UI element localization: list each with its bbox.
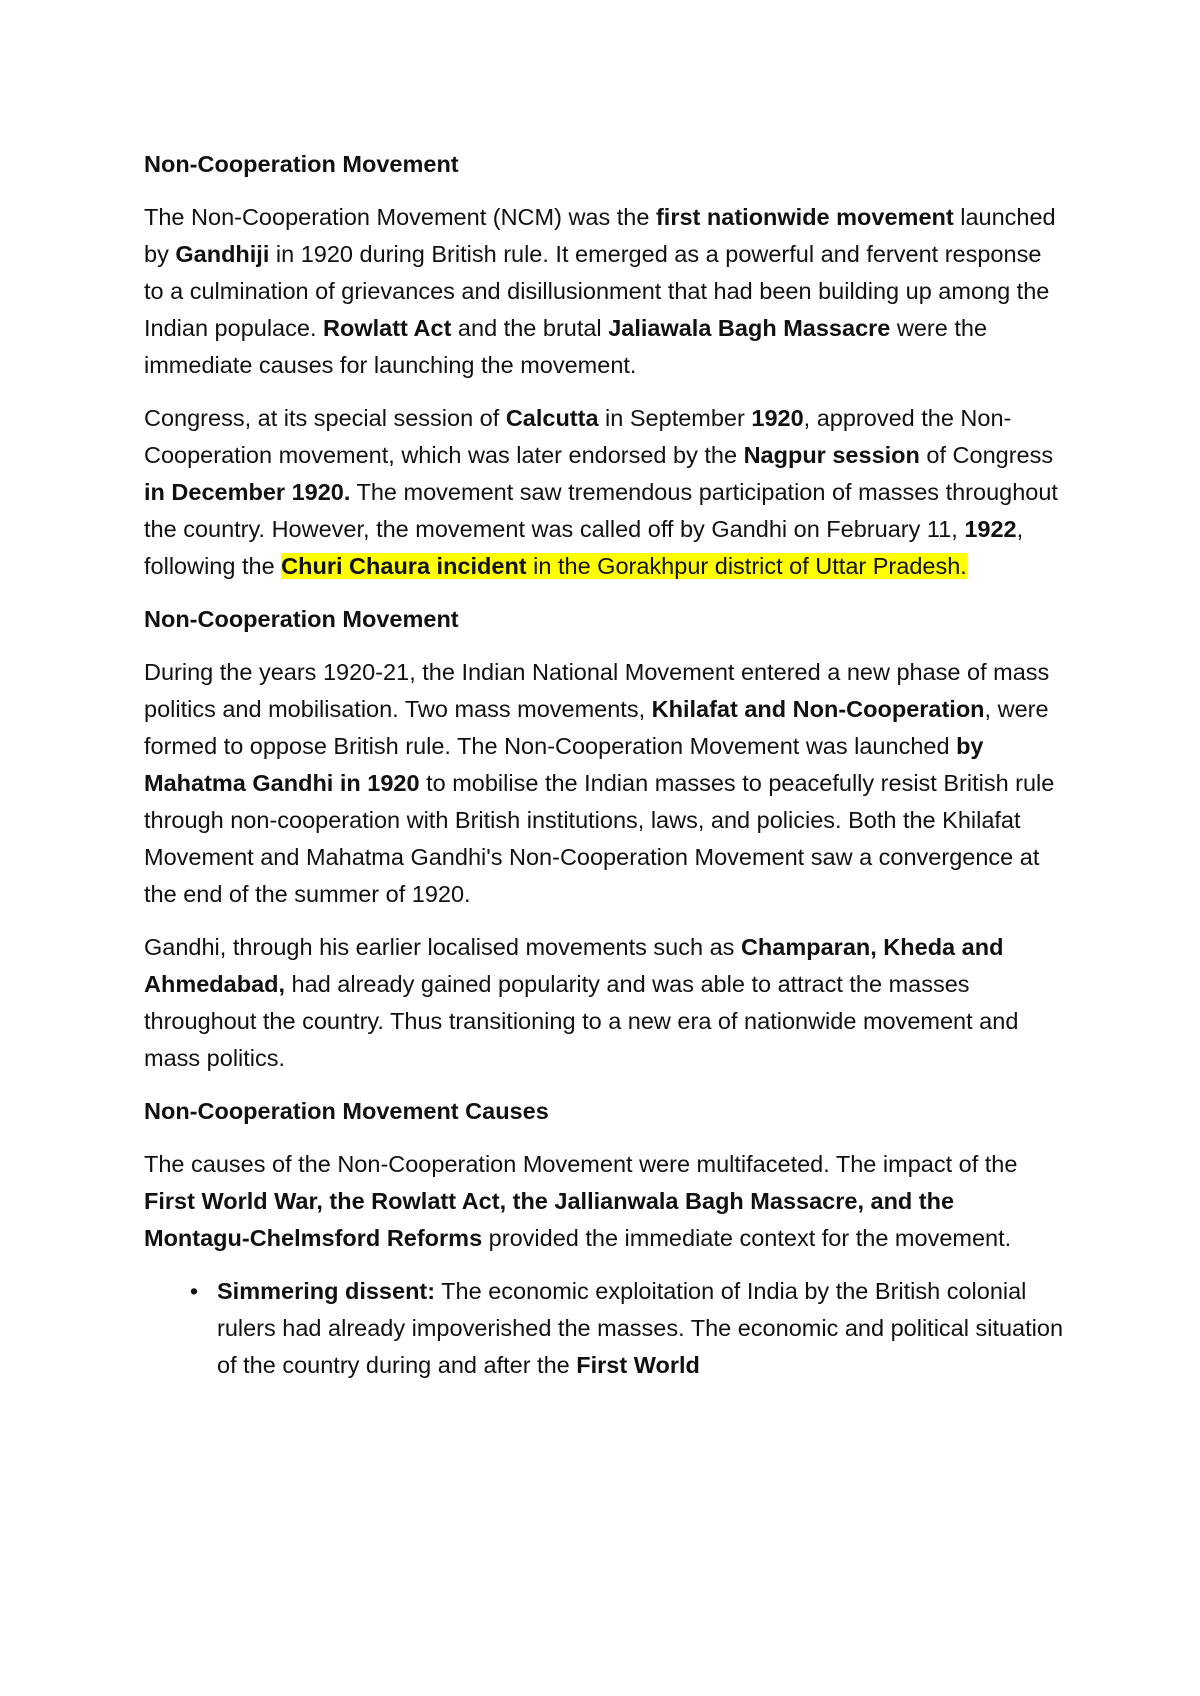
bold-text: Simmering dissent: xyxy=(217,1278,436,1304)
paragraph xyxy=(144,929,1064,1077)
list-item xyxy=(144,1273,1064,1384)
bold-text: Gandhiji xyxy=(175,241,270,267)
bold-text: in December 1920. xyxy=(144,479,351,505)
text-run: , were formed to oppose British rule. The Non-Cooperation Movement was launched xyxy=(144,696,1049,759)
paragraph xyxy=(144,654,1064,913)
bold-text: First World xyxy=(576,1352,700,1378)
bold-text: Champaran, Kheda and Ahmedabad, xyxy=(144,934,1004,997)
paragraph xyxy=(144,400,1064,585)
bold-text: First World War, the Rowlatt Act, the Jallianwala Bagh Massacre, and the Montagu-Chelmsford Reforms xyxy=(144,1188,955,1251)
text-run: The economic exploitation of India by the British colonial rulers had already impoverished the masses. The economic and political situation of the country during and after the xyxy=(217,1278,1064,1378)
text-run: in September xyxy=(598,405,752,431)
text-run: to mobilise the Indian masses to peacefully resist British rule through non-cooperation with British institutions, laws, and policies. Both the Khilafat Movement and Mahatma Gandhi's Non-Cooperation Movement saw a convergence at the end of the summer of 1920. xyxy=(144,770,1055,907)
bold-text: 1920 xyxy=(751,405,804,431)
bold-text: Jaliawala Bagh Massacre xyxy=(608,315,891,341)
section-heading: Non-Cooperation Movement xyxy=(144,151,459,177)
text-run: During the years 1920-21, the Indian National Movement entered a new phase of mass politics and mobilisation. Two mass movements, xyxy=(144,659,1050,722)
paragraph xyxy=(144,199,1064,384)
text-run: The movement saw tremendous participation of masses throughout the country. However, the movement was called off by Gandhi on February 11, xyxy=(144,479,1058,542)
list-item-text xyxy=(217,1278,1063,1378)
bold-text: 1922 xyxy=(964,516,1017,542)
section-heading: Non-Cooperation Movement xyxy=(144,606,459,632)
highlighted-text: in the Gorakhpur district of Uttar Pradesh. xyxy=(526,553,967,579)
text-run: and the brutal xyxy=(451,315,609,341)
bold-text: by Mahatma Gandhi in 1920 xyxy=(144,733,984,796)
bold-text: first nationwide movement xyxy=(655,204,954,230)
document-body xyxy=(144,146,1064,1384)
text-run: , following the xyxy=(144,516,1024,579)
text-run: of Congress xyxy=(919,442,1054,468)
bold-text: Calcutta xyxy=(505,405,599,431)
text-run: were the immediate causes for launching the movement. xyxy=(144,315,988,378)
text-run: , approved the Non-Cooperation movement, which was later endorsed by the xyxy=(144,405,1012,468)
section-heading: Non-Cooperation Movement Causes xyxy=(144,1098,549,1124)
text-run: The Non-Cooperation Movement (NCM) was the xyxy=(144,204,656,230)
bold-text: Rowlatt Act xyxy=(323,315,452,341)
bold-text: Nagpur session xyxy=(743,442,920,468)
paragraph xyxy=(144,1146,1064,1257)
text-run: in 1920 during British rule. It emerged as a powerful and fervent response to a culmination of grievances and disillusionment that had been building up among the Indian populace. xyxy=(144,241,1050,341)
highlighted-bold-text: Churi Chaura incident xyxy=(281,553,527,579)
text-run: The causes of the Non-Cooperation Movement were multifaceted. The impact of the xyxy=(144,1151,1018,1177)
bold-text: Khilafat and Non-Cooperation xyxy=(651,696,985,722)
bullet-marker: • xyxy=(189,1278,199,1304)
text-run: launched by xyxy=(144,204,1056,267)
bullet-list xyxy=(144,1273,1064,1384)
text-run: had already gained popularity and was able to attract the masses throughout the country. Thus transitioning to a new era of nationwide movement and mass politics. xyxy=(144,971,1019,1071)
text-run: Gandhi, through his earlier localised movements such as xyxy=(144,934,741,960)
text-run: provided the immediate context for the movement. xyxy=(482,1225,1012,1251)
text-run: Congress, at its special session of xyxy=(144,405,506,431)
